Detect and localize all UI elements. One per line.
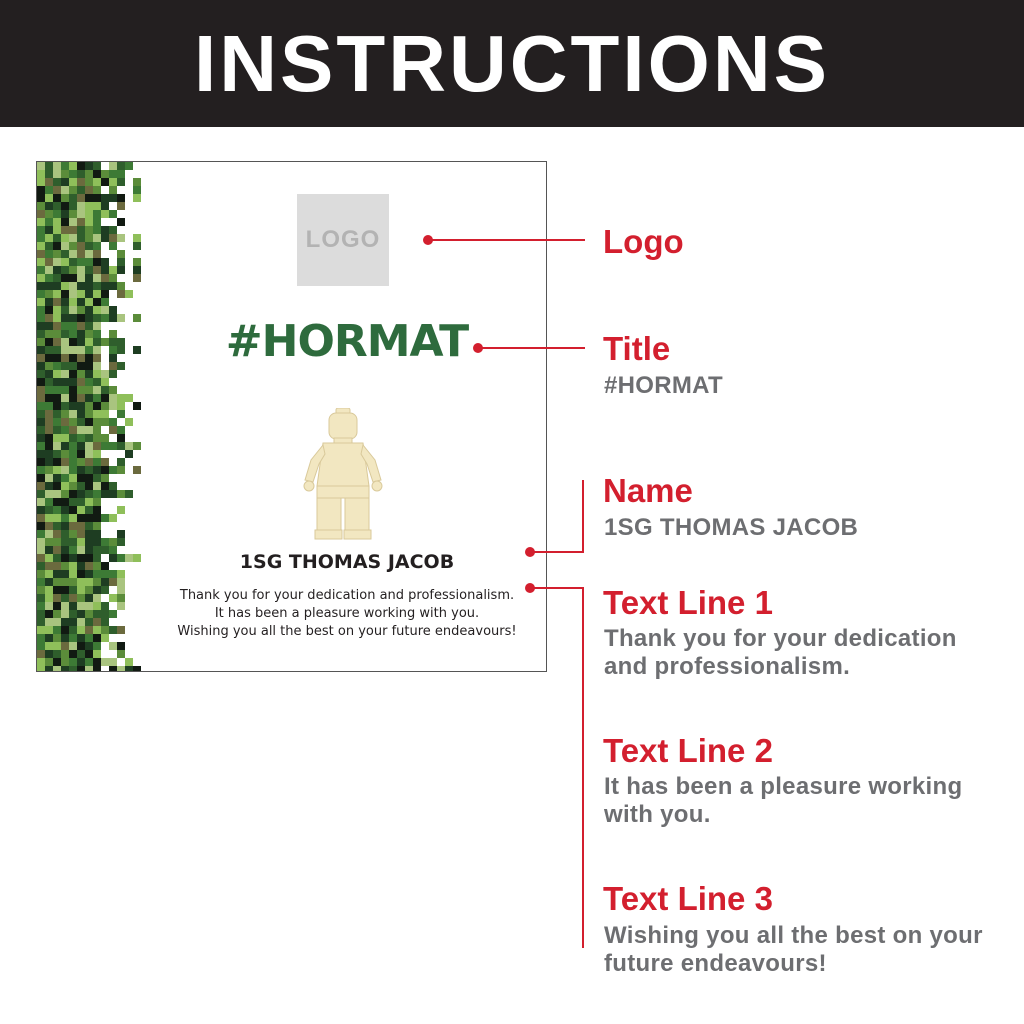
callout-line3-value-2: future endeavours! bbox=[604, 950, 827, 977]
text-leader-dot bbox=[525, 583, 535, 593]
card-line-3: Wishing you all the best on your future endeavours! bbox=[177, 624, 517, 639]
callout-title-label: Title bbox=[603, 330, 671, 367]
callout-line2-label: Text Line 2 bbox=[603, 732, 773, 769]
title-leader-dot bbox=[473, 343, 483, 353]
callout-line1-label: Text Line 1 bbox=[603, 584, 773, 621]
callout-line1-value-2: and professionalism. bbox=[604, 653, 851, 680]
text-leader-line bbox=[530, 588, 583, 948]
callout-line1-value-1: Thank you for your dedication bbox=[604, 625, 957, 652]
callout-name-value: 1SG THOMAS JACOB bbox=[604, 514, 859, 541]
callout-line2-value-1: It has been a pleasure working bbox=[604, 773, 963, 800]
header-title: INSTRUCTIONS bbox=[194, 18, 830, 108]
card-line-1: Thank you for your dedication and professionalism. bbox=[179, 588, 515, 603]
callout-line3-label: Text Line 3 bbox=[603, 880, 773, 917]
name-leader-line bbox=[530, 480, 583, 552]
callout-name-label: Name bbox=[603, 472, 693, 509]
callout-line3-value-1: Wishing you all the best on your bbox=[604, 922, 983, 949]
card-title: #HORMAT bbox=[225, 316, 469, 367]
card-line-2: It has been a pleasure working with you. bbox=[214, 606, 480, 621]
callout-line2-value-2: with you. bbox=[604, 801, 711, 828]
callout-logo-label: Logo bbox=[603, 223, 684, 260]
callout-title-value: #HORMAT bbox=[604, 372, 723, 399]
logo-leader-dot bbox=[423, 235, 433, 245]
name-leader-dot bbox=[525, 547, 535, 557]
card-name: 1SG THOMAS JACOB bbox=[239, 551, 455, 573]
logo-placeholder-text: LOGO bbox=[305, 226, 381, 253]
